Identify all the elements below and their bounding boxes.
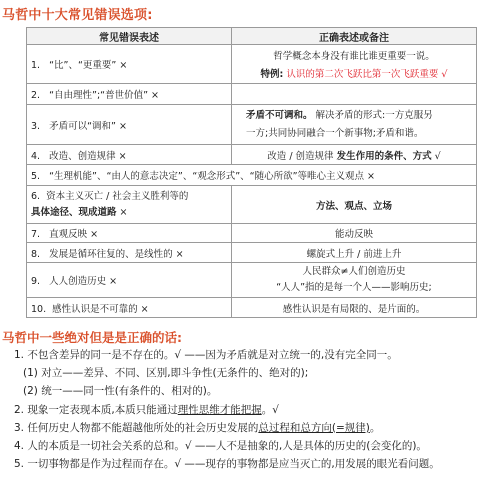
table-row — [27, 165, 477, 186]
error-bold: 具体途径、现成道路 — [31, 206, 117, 218]
error-text: 直观反映 × — [49, 229, 99, 240]
table-cell-error: 2. “自由理性”;“普世价值” × — [27, 84, 232, 105]
header-cell-error: 常见错误表述 — [27, 28, 232, 45]
table-cell-correct — [232, 145, 477, 165]
note-text: 人民群众≠人们创造历史 — [302, 266, 406, 277]
correct-statements-list — [14, 346, 498, 473]
error-text: “自由理性”;“普世价值” × — [49, 90, 160, 101]
header-cell-correct: 正确表述或备注 — [232, 28, 477, 45]
table-header-row — [27, 28, 477, 45]
note-text: 改造 / 创造规律 — [267, 150, 334, 162]
table-cell-correct: 螺旋式上升 / 前进上升 — [232, 243, 477, 263]
note-bold: 发生作用的条件、方式 — [336, 150, 432, 162]
table-cell-error: 1. “比”、“更重要” × — [27, 45, 232, 84]
note-text-line2: 一方;共同协同融合一个新事物;矛盾和谐。 — [246, 127, 424, 139]
tick-mark: √ — [434, 150, 441, 162]
table-cell-correct — [232, 84, 477, 105]
table-cell-error: 10. 感性认识是不可靠的 × — [27, 298, 232, 318]
table-cell-correct: 感性认识是有局限的、是片面的。 — [232, 298, 477, 318]
special-case-text: 认识的第二次飞跃比第一次飞跃重要 √ — [286, 69, 448, 80]
table-row — [27, 263, 477, 298]
note-bold: 矛盾不可调和。 — [246, 109, 313, 121]
cross-mark: × — [119, 206, 128, 218]
list-item: 1. 不包含差异的同一是不存在的。√ ——因为矛盾就是对立统一的,没有完全同一。 — [14, 349, 398, 361]
table-cell-error: 7. 直观反映 × — [27, 224, 232, 243]
underlined-text: 总过程和总方向(=规律) — [258, 421, 370, 434]
table-cell-error: 9. 人人创造历史 × — [27, 263, 232, 298]
errors-table — [26, 27, 477, 318]
error-text: 发展是循环往复的、是线性的 × — [49, 248, 184, 260]
table-cell-error: 3. 矛盾可以“调和” × — [27, 105, 232, 145]
table-cell-correct: 方法、观点、立场 — [232, 186, 477, 224]
section-title-errors: 马哲中十大常见错误选项: — [2, 8, 153, 23]
table-cell-error: 5. “生理机能”、“由人的意志决定”、“观念形式”、“随心所欲”等唯心主义观点 × — [27, 165, 477, 186]
note-text: 哲学概念本身没有谁比谁更重要一说。 — [273, 51, 435, 62]
error-text: 感性认识是不可靠的 × — [52, 303, 149, 315]
error-text: 资本主义灭亡 / 社会主义胜利等的 — [46, 190, 189, 202]
table-cell-error: 8. 发展是循环往复的、是线性的 × — [27, 243, 232, 263]
list-item: 4. 人的本质是一切社会关系的总和。√ ——人不是抽象的,人是具体的历史的(会变化的)。 — [14, 440, 427, 453]
table-cell-correct — [232, 105, 477, 145]
section-title-correct: 马哲中一些绝对但是是正确的话: — [2, 330, 182, 345]
table-row — [27, 45, 477, 84]
table-row — [27, 298, 477, 318]
table-cell-correct: 能动反映 — [232, 224, 477, 243]
table-row — [27, 186, 477, 224]
table-row — [27, 145, 477, 165]
list-item: (1) 对立——差异、不同、区别,即斗争性(无条件的、绝对的); — [23, 367, 309, 380]
list-item: 5. 一切事物都是作为过程而存在。√ ——现存的事物都是应当灭亡的,用发展的眼光看问题。 — [14, 458, 440, 471]
list-item: 3. 任何历史人物都不能超越他所处的社会历史发展的总过程和总方向(=规律)。 — [14, 421, 381, 434]
error-text: 人人创造历史 × — [49, 276, 118, 287]
list-item: (2) 统一——同一性(有条件的、相对的)。 — [23, 385, 218, 398]
list-item: 2. 现象一定表现本质,本质只能通过理性思维才能把握。√ — [14, 403, 279, 416]
note-text-line2: “人人”指的是每一个人——影响历史; — [276, 282, 432, 293]
table-row — [27, 105, 477, 145]
table-row — [27, 84, 477, 105]
table-row — [27, 224, 477, 243]
note-text: 解决矛盾的形式:一方克服另 — [315, 109, 433, 121]
table-cell-correct — [232, 45, 477, 84]
underlined-text: 理性思维才能把握 — [177, 403, 262, 416]
table-cell-correct — [232, 263, 477, 298]
table-row — [27, 243, 477, 263]
table-cell-error: 6. 资本主义灭亡 / 社会主义胜利等的 具体途径、现成道路 × — [27, 186, 232, 224]
error-text: “比”、“更重要” × — [49, 60, 128, 71]
table-cell-error: 4. 改造、创造规律 × — [27, 145, 232, 165]
error-text: 改造、创造规律 × — [49, 150, 127, 162]
special-label: 特例: — [260, 69, 284, 80]
error-text: “生理机能”、“由人的意志决定”、“观念形式”、“随心所欲”等唯心主义观点 × — [49, 171, 375, 182]
error-text: 矛盾可以“调和” × — [49, 120, 127, 132]
